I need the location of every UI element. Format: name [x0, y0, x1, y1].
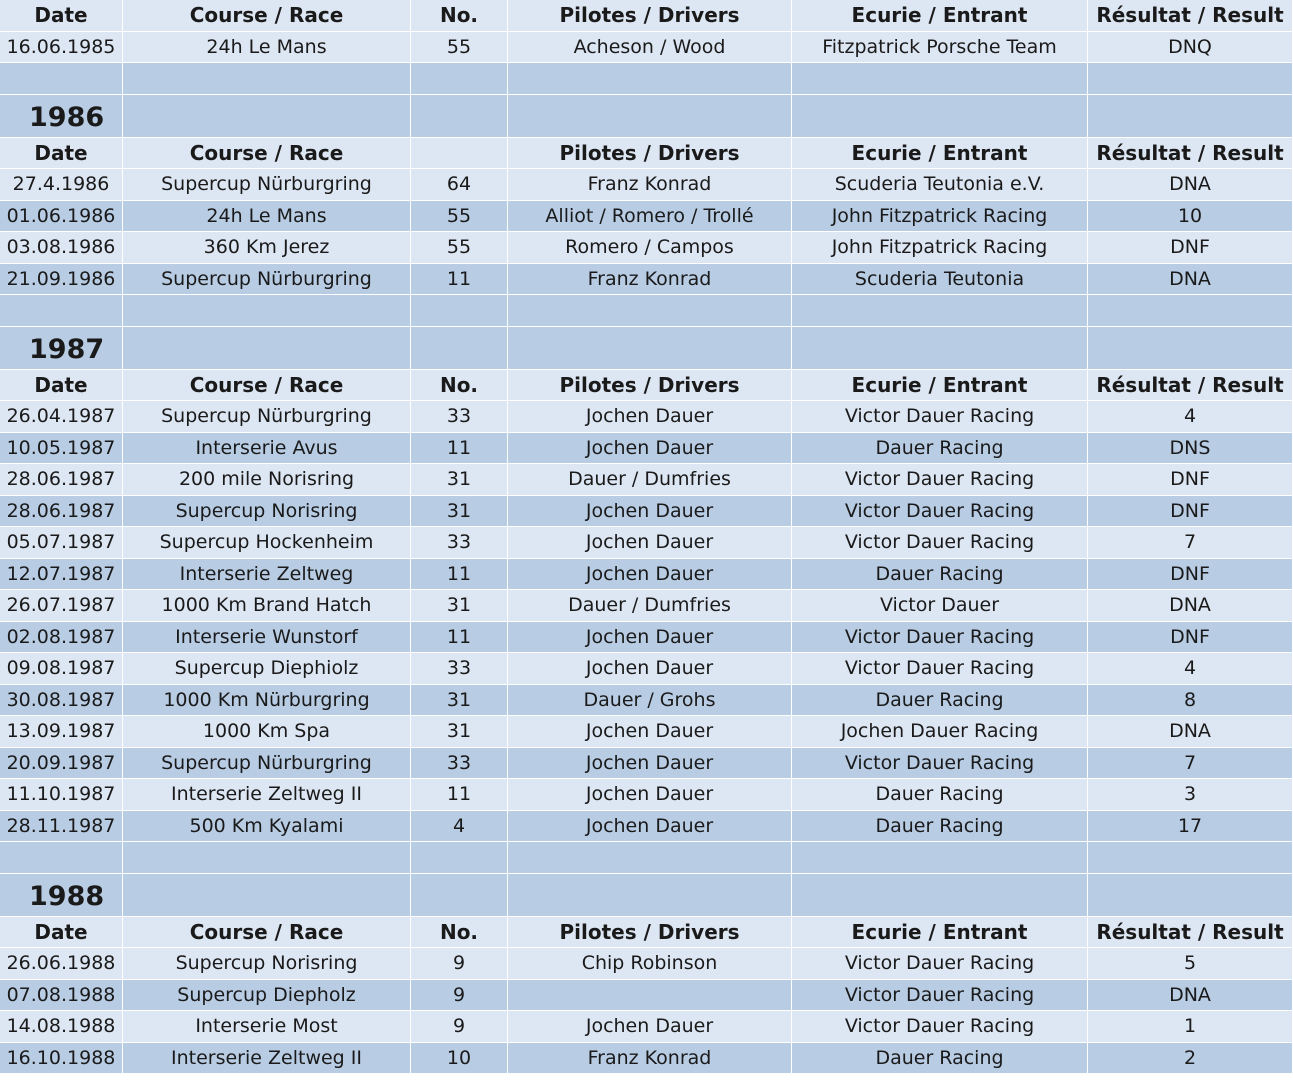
spacer-cell — [123, 295, 411, 327]
cell-entrant: Victor Dauer Racing — [792, 401, 1088, 433]
cell-drivers — [508, 980, 792, 1012]
cell-date: 14.08.1988 — [0, 1011, 123, 1043]
cell-date: 01.06.1986 — [0, 201, 123, 233]
cell-entrant: Dauer Racing — [792, 1043, 1088, 1075]
cell-date: 07.08.1988 — [0, 980, 123, 1012]
header-result: Résultat / Result — [1088, 370, 1293, 402]
cell-drivers: Jochen Dauer — [508, 433, 792, 465]
cell-drivers: Franz Konrad — [508, 169, 792, 201]
cell-race: Interserie Zeltweg II — [123, 779, 411, 811]
table-row — [0, 716, 1293, 748]
spacer-cell — [0, 842, 123, 874]
year-filler — [411, 874, 508, 917]
table-row — [0, 622, 1293, 654]
cell-result: 7 — [1088, 527, 1293, 559]
cell-date: 27.4.1986 — [0, 169, 123, 201]
table-row — [0, 464, 1293, 496]
spacer-cell — [123, 842, 411, 874]
cell-drivers: Jochen Dauer — [508, 527, 792, 559]
table-row — [0, 685, 1293, 717]
year-heading: 1987 — [0, 327, 123, 370]
year-filler — [123, 874, 411, 917]
header-result: Résultat / Result — [1088, 138, 1293, 170]
cell-race: 500 Km Kyalami — [123, 811, 411, 843]
cell-race: Supercup Norisring — [123, 948, 411, 980]
year-heading-row — [0, 327, 1293, 370]
cell-drivers: Dauer / Dumfries — [508, 590, 792, 622]
cell-drivers: Jochen Dauer — [508, 496, 792, 528]
table-row — [0, 433, 1293, 465]
cell-number: 55 — [411, 32, 508, 64]
cell-entrant: Victor Dauer Racing — [792, 948, 1088, 980]
column-header-row — [0, 917, 1293, 949]
spacer-cell — [411, 63, 508, 95]
cell-date: 12.07.1987 — [0, 559, 123, 591]
year-filler — [508, 874, 792, 917]
cell-result: 3 — [1088, 779, 1293, 811]
cell-result: DNA — [1088, 980, 1293, 1012]
cell-race: Supercup Norisring — [123, 496, 411, 528]
header-drivers: Pilotes / Drivers — [508, 917, 792, 949]
cell-entrant: Victor Dauer Racing — [792, 622, 1088, 654]
cell-number: 11 — [411, 264, 508, 296]
spacer-cell — [1088, 295, 1293, 327]
table-row — [0, 811, 1293, 843]
cell-entrant: Dauer Racing — [792, 811, 1088, 843]
year-filler — [123, 327, 411, 370]
cell-number: 11 — [411, 559, 508, 591]
cell-entrant: Victor Dauer Racing — [792, 1011, 1088, 1043]
cell-entrant: Dauer Racing — [792, 685, 1088, 717]
cell-drivers: Jochen Dauer — [508, 716, 792, 748]
header-number — [411, 138, 508, 170]
table-row — [0, 559, 1293, 591]
header-number: No. — [411, 0, 508, 32]
year-filler — [792, 874, 1088, 917]
cell-race: Supercup Diephiolz — [123, 653, 411, 685]
cell-result: 1 — [1088, 1011, 1293, 1043]
cell-entrant: Victor Dauer — [792, 590, 1088, 622]
spacer-cell — [508, 295, 792, 327]
cell-entrant: Victor Dauer Racing — [792, 653, 1088, 685]
spacer-row — [0, 842, 1293, 874]
cell-number: 33 — [411, 401, 508, 433]
cell-result: DNF — [1088, 559, 1293, 591]
cell-drivers: Chip Robinson — [508, 948, 792, 980]
cell-number: 31 — [411, 496, 508, 528]
cell-race: 1000 Km Nürburgring — [123, 685, 411, 717]
cell-number: 55 — [411, 232, 508, 264]
cell-result: DNA — [1088, 169, 1293, 201]
cell-date: 13.09.1987 — [0, 716, 123, 748]
cell-entrant: Jochen Dauer Racing — [792, 716, 1088, 748]
cell-entrant: Dauer Racing — [792, 559, 1088, 591]
cell-drivers: Dauer / Grohs — [508, 685, 792, 717]
cell-entrant: Dauer Racing — [792, 779, 1088, 811]
column-header-row — [0, 370, 1293, 402]
table-row — [0, 1043, 1293, 1075]
cell-number: 55 — [411, 201, 508, 233]
cell-race: Supercup Diepholz — [123, 980, 411, 1012]
year-heading: 1988 — [0, 874, 123, 917]
header-number: No. — [411, 370, 508, 402]
column-header-row — [0, 0, 1293, 32]
spacer-cell — [508, 842, 792, 874]
cell-number: 11 — [411, 622, 508, 654]
cell-number: 31 — [411, 464, 508, 496]
cell-result: 4 — [1088, 401, 1293, 433]
spacer-cell — [0, 295, 123, 327]
cell-race: 1000 Km Brand Hatch — [123, 590, 411, 622]
cell-race: 360 Km Jerez — [123, 232, 411, 264]
cell-race: Supercup Nürburgring — [123, 264, 411, 296]
table-row — [0, 748, 1293, 780]
spacer-cell — [123, 63, 411, 95]
cell-result: 17 — [1088, 811, 1293, 843]
cell-result: 4 — [1088, 653, 1293, 685]
cell-result: DNA — [1088, 590, 1293, 622]
cell-entrant: Victor Dauer Racing — [792, 496, 1088, 528]
cell-entrant: Dauer Racing — [792, 433, 1088, 465]
cell-entrant: Scuderia Teutonia e.V. — [792, 169, 1088, 201]
spacer-row — [0, 63, 1293, 95]
year-heading: 1986 — [0, 95, 123, 138]
cell-drivers: Jochen Dauer — [508, 653, 792, 685]
cell-date: 26.07.1987 — [0, 590, 123, 622]
spacer-cell — [411, 842, 508, 874]
cell-race: Interserie Wunstorf — [123, 622, 411, 654]
cell-date: 30.08.1987 — [0, 685, 123, 717]
cell-number: 31 — [411, 716, 508, 748]
cell-date: 16.06.1985 — [0, 32, 123, 64]
table-row — [0, 32, 1293, 64]
table-row — [0, 169, 1293, 201]
header-date: Date — [0, 138, 123, 170]
cell-entrant: Victor Dauer Racing — [792, 464, 1088, 496]
table-row — [0, 980, 1293, 1012]
year-filler — [123, 95, 411, 138]
header-race: Course / Race — [123, 0, 411, 32]
cell-date: 28.11.1987 — [0, 811, 123, 843]
cell-result: DNF — [1088, 464, 1293, 496]
cell-drivers: Franz Konrad — [508, 264, 792, 296]
year-filler — [411, 95, 508, 138]
year-filler — [1088, 95, 1293, 138]
cell-entrant: Victor Dauer Racing — [792, 748, 1088, 780]
cell-drivers: Jochen Dauer — [508, 401, 792, 433]
spacer-cell — [1088, 842, 1293, 874]
table-row — [0, 264, 1293, 296]
header-race: Course / Race — [123, 370, 411, 402]
cell-race: 1000 Km Spa — [123, 716, 411, 748]
cell-result: 8 — [1088, 685, 1293, 717]
table-row — [0, 201, 1293, 233]
cell-number: 11 — [411, 779, 508, 811]
cell-result: DNQ — [1088, 32, 1293, 64]
table-row — [0, 496, 1293, 528]
header-entrant: Ecurie / Entrant — [792, 138, 1088, 170]
header-race: Course / Race — [123, 917, 411, 949]
cell-number: 33 — [411, 653, 508, 685]
cell-number: 31 — [411, 685, 508, 717]
header-race: Course / Race — [123, 138, 411, 170]
table-row — [0, 527, 1293, 559]
header-entrant: Ecurie / Entrant — [792, 0, 1088, 32]
year-filler — [792, 327, 1088, 370]
year-filler — [508, 327, 792, 370]
cell-number: 9 — [411, 948, 508, 980]
cell-drivers: Alliot / Romero / Trollé — [508, 201, 792, 233]
cell-result: DNF — [1088, 496, 1293, 528]
cell-drivers: Dauer / Dumfries — [508, 464, 792, 496]
cell-race: Interserie Zeltweg II — [123, 1043, 411, 1075]
cell-race: 24h Le Mans — [123, 32, 411, 64]
spacer-cell — [411, 295, 508, 327]
cell-race: Interserie Zeltweg — [123, 559, 411, 591]
header-date: Date — [0, 0, 123, 32]
spacer-cell — [508, 63, 792, 95]
header-drivers: Pilotes / Drivers — [508, 0, 792, 32]
cell-date: 28.06.1987 — [0, 496, 123, 528]
cell-drivers: Romero / Campos — [508, 232, 792, 264]
year-filler — [792, 95, 1088, 138]
header-entrant: Ecurie / Entrant — [792, 370, 1088, 402]
cell-race: Interserie Most — [123, 1011, 411, 1043]
spacer-cell — [1088, 63, 1293, 95]
cell-entrant: John Fitzpatrick Racing — [792, 232, 1088, 264]
cell-result: DNF — [1088, 622, 1293, 654]
header-entrant: Ecurie / Entrant — [792, 917, 1088, 949]
year-filler — [1088, 327, 1293, 370]
cell-entrant: Victor Dauer Racing — [792, 527, 1088, 559]
column-header-row — [0, 138, 1293, 170]
cell-number: 31 — [411, 590, 508, 622]
cell-date: 28.06.1987 — [0, 464, 123, 496]
cell-number: 9 — [411, 980, 508, 1012]
cell-result: DNF — [1088, 232, 1293, 264]
table-row — [0, 232, 1293, 264]
cell-drivers: Acheson / Wood — [508, 32, 792, 64]
table-row — [0, 1011, 1293, 1043]
cell-result: 10 — [1088, 201, 1293, 233]
cell-race: Interserie Avus — [123, 433, 411, 465]
cell-result: DNA — [1088, 264, 1293, 296]
cell-drivers: Jochen Dauer — [508, 559, 792, 591]
cell-result: 7 — [1088, 748, 1293, 780]
cell-date: 26.06.1988 — [0, 948, 123, 980]
cell-number: 64 — [411, 169, 508, 201]
table-row — [0, 779, 1293, 811]
cell-race: 24h Le Mans — [123, 201, 411, 233]
header-drivers: Pilotes / Drivers — [508, 138, 792, 170]
cell-result: 5 — [1088, 948, 1293, 980]
cell-race: Supercup Nürburgring — [123, 169, 411, 201]
cell-date: 26.04.1987 — [0, 401, 123, 433]
cell-race: 200 mile Norisring — [123, 464, 411, 496]
cell-drivers: Jochen Dauer — [508, 748, 792, 780]
table-row — [0, 653, 1293, 685]
spacer-cell — [792, 842, 1088, 874]
cell-entrant: John Fitzpatrick Racing — [792, 201, 1088, 233]
spacer-cell — [0, 63, 123, 95]
cell-result: DNA — [1088, 716, 1293, 748]
cell-entrant: Scuderia Teutonia — [792, 264, 1088, 296]
cell-entrant: Victor Dauer Racing — [792, 980, 1088, 1012]
table-row — [0, 590, 1293, 622]
cell-race: Supercup Hockenheim — [123, 527, 411, 559]
cell-date: 16.10.1988 — [0, 1043, 123, 1075]
year-heading-row — [0, 874, 1293, 917]
cell-result: 2 — [1088, 1043, 1293, 1075]
cell-race: Supercup Nürburgring — [123, 748, 411, 780]
cell-date: 21.09.1986 — [0, 264, 123, 296]
cell-number: 10 — [411, 1043, 508, 1075]
spacer-cell — [792, 295, 1088, 327]
header-drivers: Pilotes / Drivers — [508, 370, 792, 402]
cell-drivers: Jochen Dauer — [508, 811, 792, 843]
cell-date: 03.08.1986 — [0, 232, 123, 264]
header-number: No. — [411, 917, 508, 949]
cell-drivers: Franz Konrad — [508, 1043, 792, 1075]
cell-number: 11 — [411, 433, 508, 465]
cell-date: 20.09.1987 — [0, 748, 123, 780]
cell-date: 02.08.1987 — [0, 622, 123, 654]
header-result: Résultat / Result — [1088, 0, 1293, 32]
year-filler — [508, 95, 792, 138]
cell-date: 09.08.1987 — [0, 653, 123, 685]
cell-date: 11.10.1987 — [0, 779, 123, 811]
year-heading-row — [0, 95, 1293, 138]
header-date: Date — [0, 917, 123, 949]
cell-result: DNS — [1088, 433, 1293, 465]
cell-number: 33 — [411, 527, 508, 559]
spacer-cell — [792, 63, 1088, 95]
cell-number: 33 — [411, 748, 508, 780]
cell-drivers: Jochen Dauer — [508, 622, 792, 654]
table-row — [0, 401, 1293, 433]
cell-entrant: Fitzpatrick Porsche Team — [792, 32, 1088, 64]
spacer-row — [0, 295, 1293, 327]
year-filler — [411, 327, 508, 370]
cell-number: 4 — [411, 811, 508, 843]
cell-date: 10.05.1987 — [0, 433, 123, 465]
cell-number: 9 — [411, 1011, 508, 1043]
header-date: Date — [0, 370, 123, 402]
year-filler — [1088, 874, 1293, 917]
header-result: Résultat / Result — [1088, 917, 1293, 949]
cell-date: 05.07.1987 — [0, 527, 123, 559]
cell-drivers: Jochen Dauer — [508, 779, 792, 811]
cell-race: Supercup Nürburgring — [123, 401, 411, 433]
cell-drivers: Jochen Dauer — [508, 1011, 792, 1043]
table-row — [0, 948, 1293, 980]
